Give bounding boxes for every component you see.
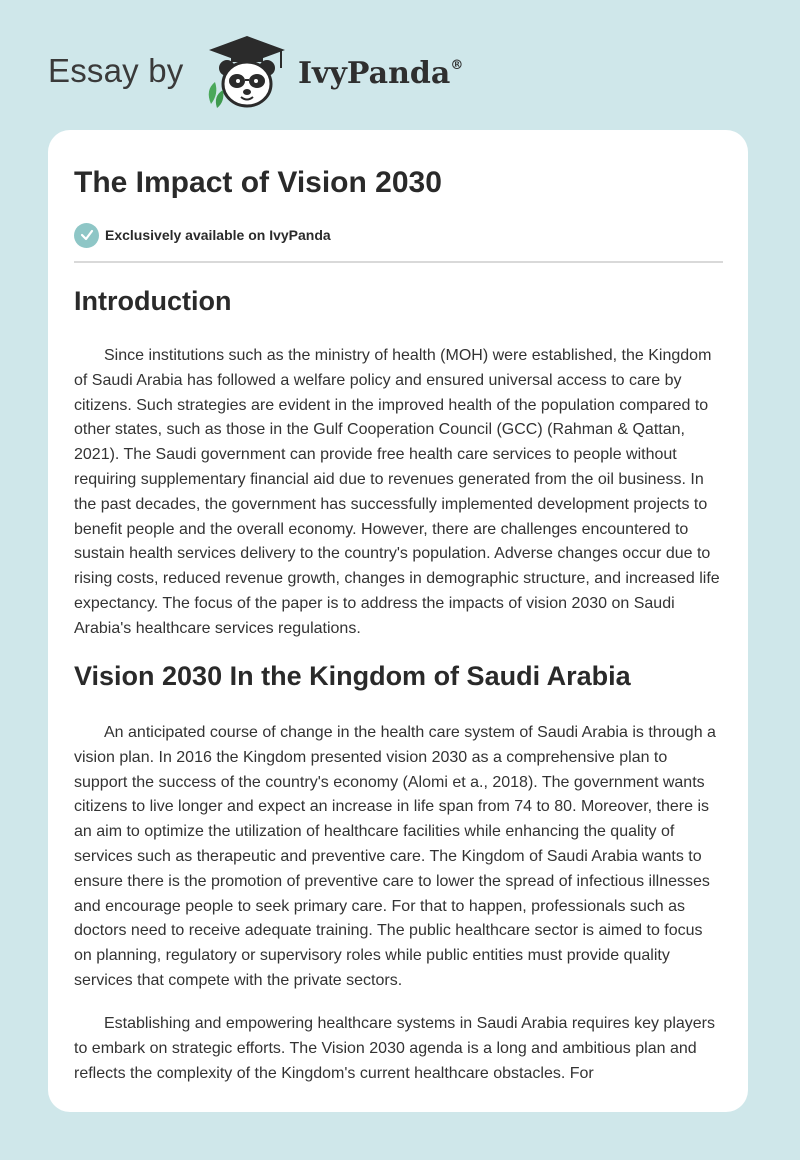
check-icon <box>74 223 99 248</box>
essay-card <box>48 130 748 1112</box>
paragraph: Since institutions such as the ministry of health (MOH) were established, the Kingdom of Saudi Arabia has followed a welfare policy and ensured universal access to care by citizens. Such strategies are evident in the improved health of the population compared to other states, such as those in the Gulf Cooperation Council (GCC) (Rahman & Qattan, 2021). The Saudi government can provide free health care services to people without requiring supplementary financial aid due to revenues generated from the oil business. In the past decades, the government has successfully implemented development projects to benefit people and the overall economy. However, there are challenges encountered to sustain health services delivery to the country's population. Adverse changes occur due to rising costs, reduced revenue growth, changes in demographic structure, and increased life expectancy. The focus of the paper is to address the impacts of vision 2030 on Saudi Arabia's healthcare services regulations. <box>74 347 720 637</box>
registered-mark: ® <box>450 58 464 73</box>
exclusive-badge <box>74 222 331 248</box>
essay-by-label: Essay by <box>48 52 184 89</box>
paragraph: Establishing and empowering healthcare systems in Saudi Arabia requires key players to embark on strategic efforts. The Vision 2030 agenda is a long and ambitious plan and reflects the complexity of the Kingdom's current healthcare obstacles. For <box>74 1015 715 1082</box>
ivypanda-brand[interactable] <box>298 56 463 91</box>
essay-title: The Impact of Vision 2030 <box>74 166 442 199</box>
paragraph: An anticipated course of change in the health care system of Saudi Arabia is through a vision plan. In 2016 the Kingdom presented vision 2030 as a comprehensive plan to support the success of the country's economy (Alomi et a., 2018). The government wants citizens to live longer and expect an increase in life span from 74 to 80. Moreover, there is an aim to optimize the utilization of healthcare facilities while enhancing the quality of services such as therapeutic and preventive care. The Kingdom of Saudi Arabia wants to ensure there is the promotion of preventive care to lower the spread of infectious illnesses and encourage people to seek primary care. For that to happen, professionals such as doctors need to receive adequate training. The public healthcare sector is aimed to focus on planning, regulatory or supervisory roles while public entities must provide quality services that compete with the private sectors. <box>74 724 716 989</box>
title-divider <box>74 261 723 263</box>
ivypanda-logo-icon[interactable] <box>201 34 293 110</box>
section-heading-vision-2030: Vision 2030 In the Kingdom of Saudi Arabia <box>74 661 631 691</box>
exclusive-badge-label: Exclusively available on IvyPanda <box>105 227 331 243</box>
section-heading-introduction: Introduction <box>74 286 232 316</box>
brand-name: IvyPanda <box>298 56 451 91</box>
site-header <box>48 34 748 114</box>
